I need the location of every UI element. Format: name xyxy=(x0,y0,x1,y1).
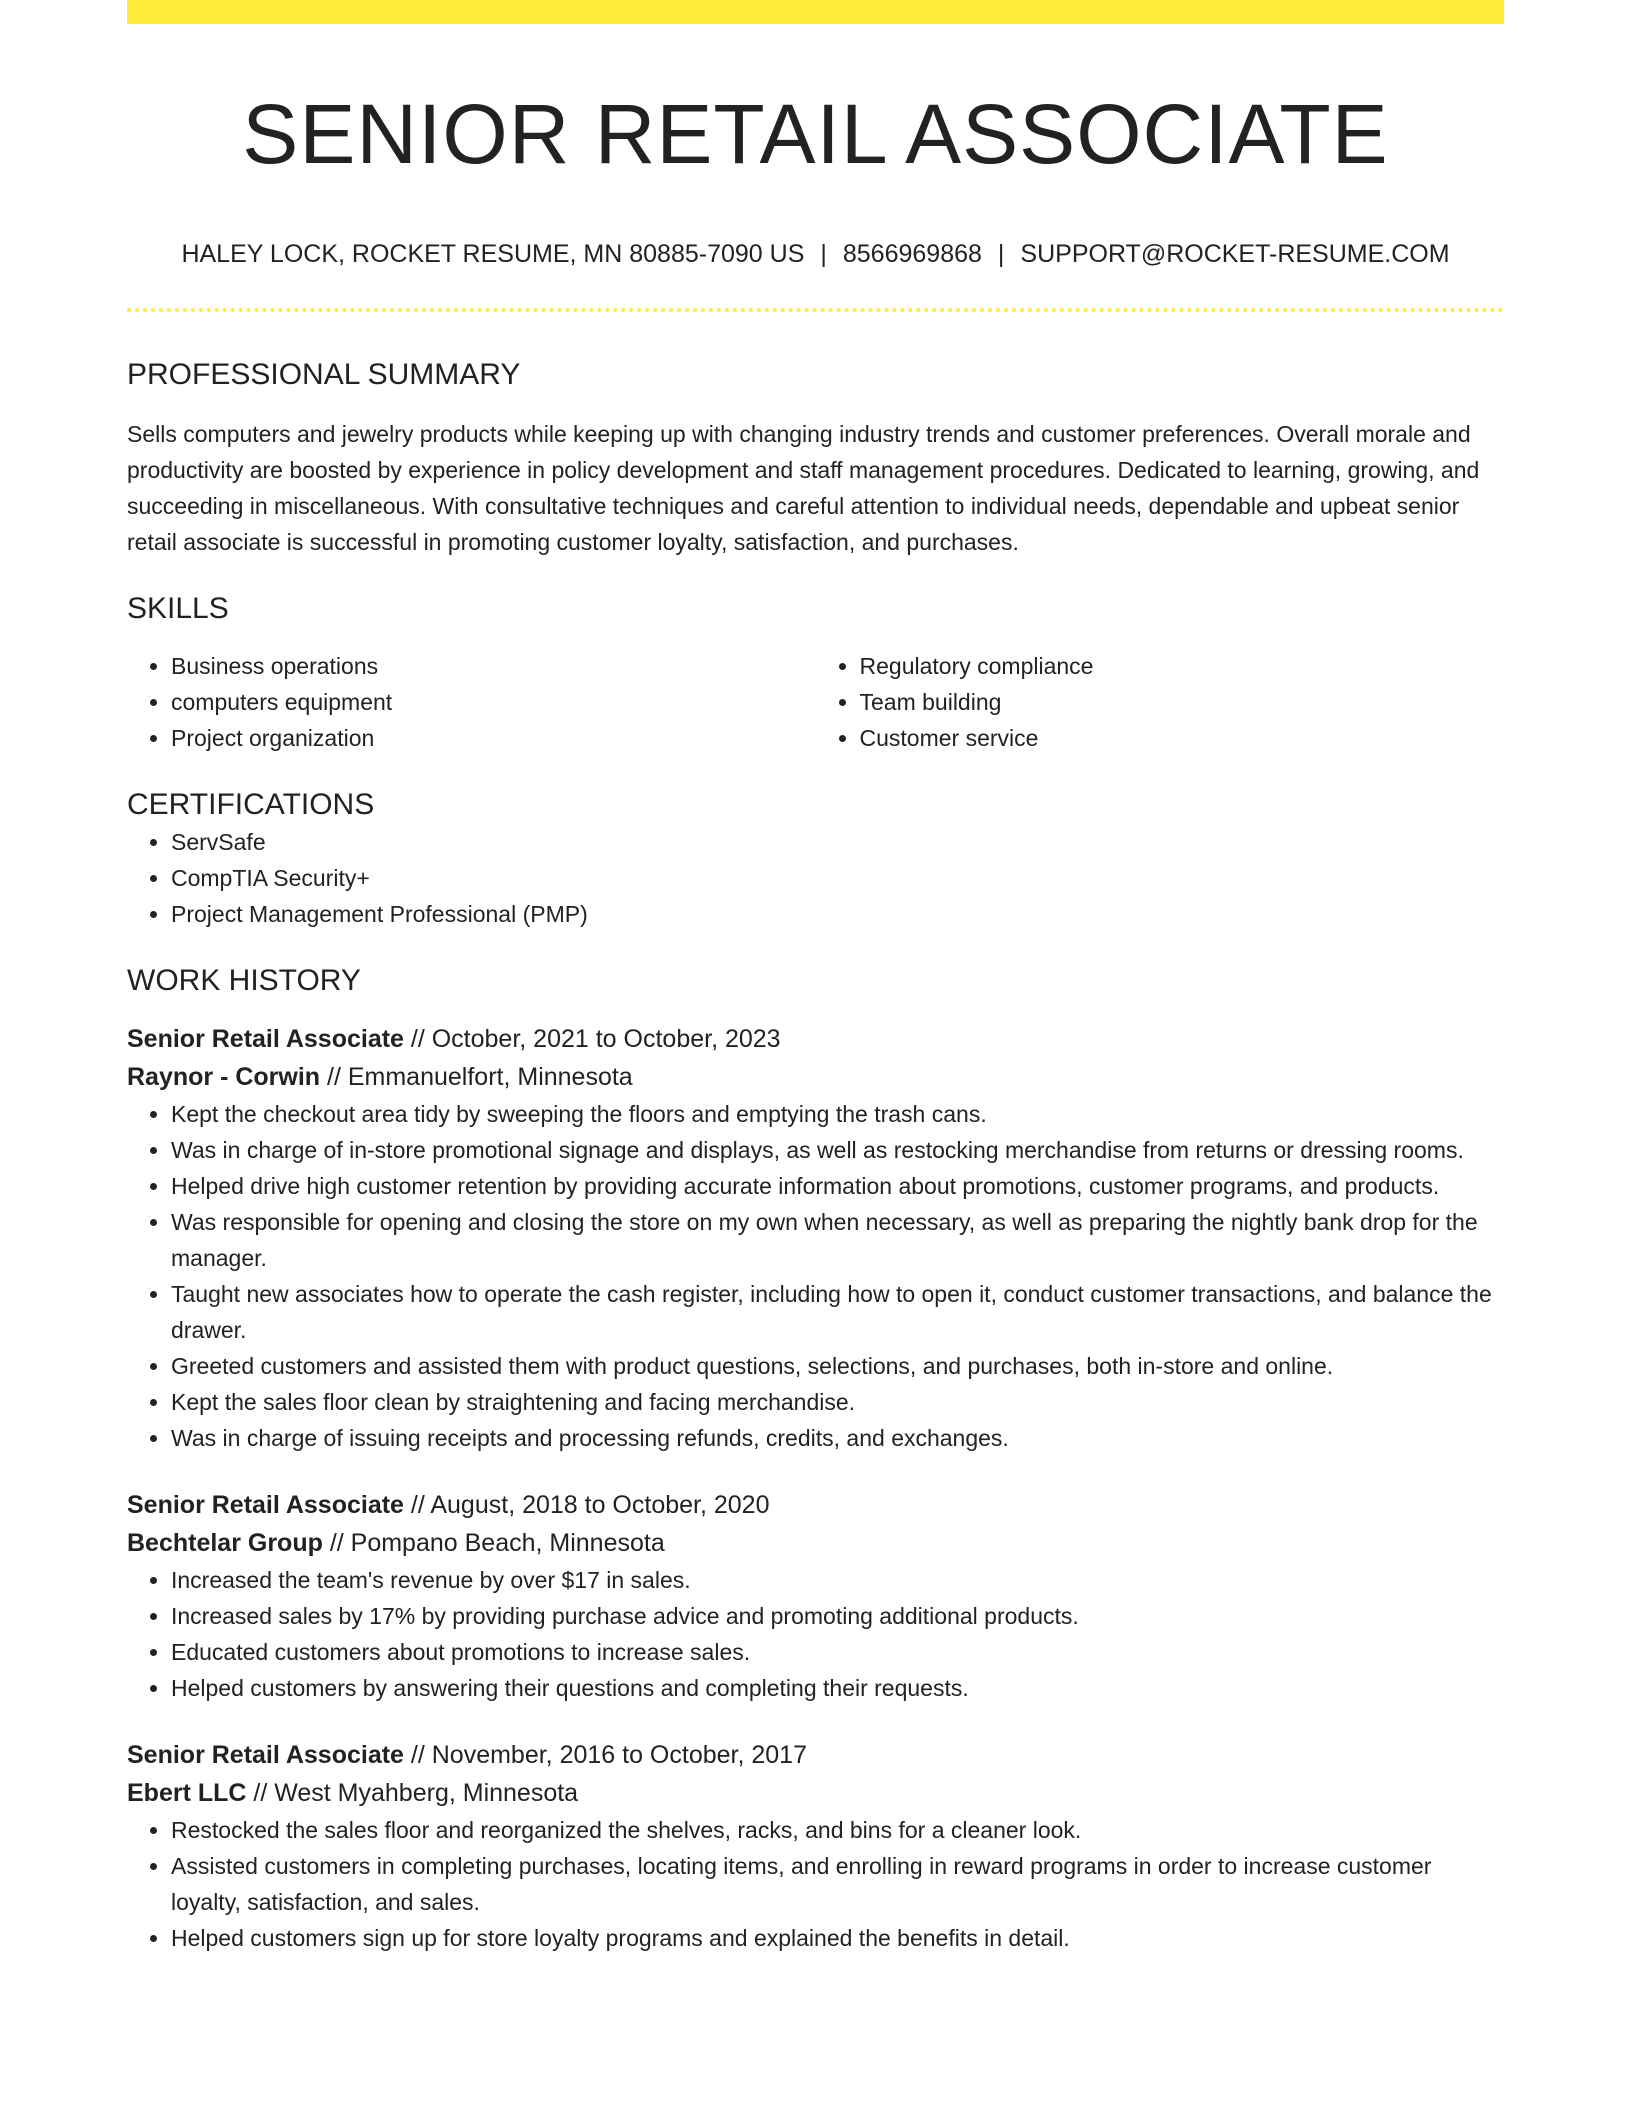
skills-columns xyxy=(127,648,1504,756)
contact-separator: | xyxy=(820,240,827,268)
job-dates: // October, 2021 to October, 2023 xyxy=(403,1025,781,1053)
job-title-line xyxy=(127,1020,1504,1058)
certification-item: • Project Management Professional (PMP) xyxy=(171,896,1504,932)
job-duty: • Kept the checkout area tidy by sweeping the floors and emptying the trash cans. xyxy=(171,1096,1504,1132)
job-duty: • Educated customers about promotions to increase sales. xyxy=(171,1634,1504,1670)
job-duties-list xyxy=(127,1562,1504,1706)
job-dates: // November, 2016 to October, 2017 xyxy=(403,1741,807,1769)
certification-item: • ServSafe xyxy=(171,824,1504,860)
job-duty: • Kept the sales floor clean by straightening and facing merchandise. xyxy=(171,1384,1504,1420)
job-duty: • Helped customers by answering their questions and completing their requests. xyxy=(171,1670,1504,1706)
professional-summary-section xyxy=(127,356,1504,560)
job-entry xyxy=(127,1020,1504,1456)
contact-separator: | xyxy=(997,240,1005,268)
job-location: // Pompano Beach, Minnesota xyxy=(322,1529,665,1557)
skill-item: • computers equipment xyxy=(171,684,816,720)
contact-phone: 8566969868 xyxy=(842,240,982,268)
job-location: // West Myahberg, Minnesota xyxy=(246,1779,579,1807)
job-company-line xyxy=(127,1774,1504,1812)
job-entry xyxy=(127,1486,1504,1706)
certification-item: • CompTIA Security+ xyxy=(171,860,1504,896)
job-title-line xyxy=(127,1486,1504,1524)
job-duty: • Taught new associates how to operate the cash register, including how to open it, conduct customer transactions, and balance the drawer. xyxy=(171,1276,1504,1348)
skill-item: • Business operations xyxy=(171,648,816,684)
job-duty: • Restocked the sales floor and reorganized the shelves, racks, and bins for a cleaner look. xyxy=(171,1812,1504,1848)
job-duty: • Helped drive high customer retention by providing accurate information about promotions, customer programs, and products. xyxy=(171,1168,1504,1204)
job-duty: • Was in charge of issuing receipts and processing refunds, credits, and exchanges. xyxy=(171,1420,1504,1456)
certifications-list xyxy=(127,824,1504,932)
top-accent-bar xyxy=(127,0,1504,24)
job-duty: • Increased sales by 17% by providing purchase advice and promoting additional products. xyxy=(171,1598,1504,1634)
summary-text: Sells computers and jewelry products while keeping up with changing industry trends and customer preferences. Overall morale and productivity are boosted by experience in policy development and staff management procedures. Dedicated to learning, growing, and succeeding in miscellaneous. With consultative techniques and careful attention to individual needs, dependable and upbeat senior retail associate is successful in promoting customer loyalty, satisfaction, and purchases. xyxy=(127,421,1480,555)
skill-item: • Project organization xyxy=(171,720,816,756)
work-history-section xyxy=(127,962,1504,1956)
skill-item: • Customer service xyxy=(860,720,1505,756)
job-entry xyxy=(127,1736,1504,1956)
certifications-section xyxy=(127,786,1504,932)
job-title: Senior Retail Associate xyxy=(127,1741,404,1769)
job-duty: • Increased the team's revenue by over $17 in sales. xyxy=(171,1562,1504,1598)
job-title: Senior Retail Associate xyxy=(127,1491,404,1519)
job-duty: • Assisted customers in completing purchases, locating items, and enrolling in reward programs in order to increase customer loyalty, satisfaction, and sales. xyxy=(171,1848,1504,1920)
skills-list-left xyxy=(127,648,816,756)
section-heading: SKILLS xyxy=(127,592,229,625)
job-location: // Emmanuelfort, Minnesota xyxy=(320,1063,633,1091)
job-company: Ebert LLC xyxy=(127,1779,247,1807)
job-duty: • Was responsible for opening and closing the store on my own when necessary, as well as preparing the nightly bank drop for the manager. xyxy=(171,1204,1504,1276)
contact-email: SUPPORT@ROCKET-RESUME.COM xyxy=(1020,240,1450,268)
contact-line xyxy=(127,238,1504,270)
skill-item: • Regulatory compliance xyxy=(860,648,1505,684)
resume-page xyxy=(127,0,1504,1956)
section-heading: WORK HISTORY xyxy=(127,964,361,997)
job-dates: // August, 2018 to October, 2020 xyxy=(403,1491,770,1519)
job-duties-list xyxy=(127,1096,1504,1456)
job-company-line xyxy=(127,1058,1504,1096)
skills-list-right xyxy=(816,648,1505,756)
skills-section xyxy=(127,590,1504,756)
job-company: Raynor - Corwin xyxy=(127,1063,321,1091)
job-title-line xyxy=(127,1736,1504,1774)
contact-address: HALEY LOCK, ROCKET RESUME, MN 80885-7090 US xyxy=(181,240,805,268)
job-company-line xyxy=(127,1524,1504,1562)
header-divider xyxy=(127,308,1504,312)
job-title: Senior Retail Associate xyxy=(127,1025,404,1053)
skill-item: • Team building xyxy=(860,684,1505,720)
job-duty: • Helped customers sign up for store loyalty programs and explained the benefits in detail. xyxy=(171,1920,1504,1956)
section-heading: CERTIFICATIONS xyxy=(127,788,375,821)
section-heading: PROFESSIONAL SUMMARY xyxy=(127,358,521,391)
job-company: Bechtelar Group xyxy=(127,1529,323,1557)
resume-title: SENIOR RETAIL ASSOCIATE xyxy=(242,87,1389,181)
job-duty: • Greeted customers and assisted them with product questions, selections, and purchases, both in-store and online. xyxy=(171,1348,1504,1384)
job-duties-list xyxy=(127,1812,1504,1956)
job-duty: • Was in charge of in-store promotional signage and displays, as well as restocking merchandise from returns or dressing rooms. xyxy=(171,1132,1504,1168)
